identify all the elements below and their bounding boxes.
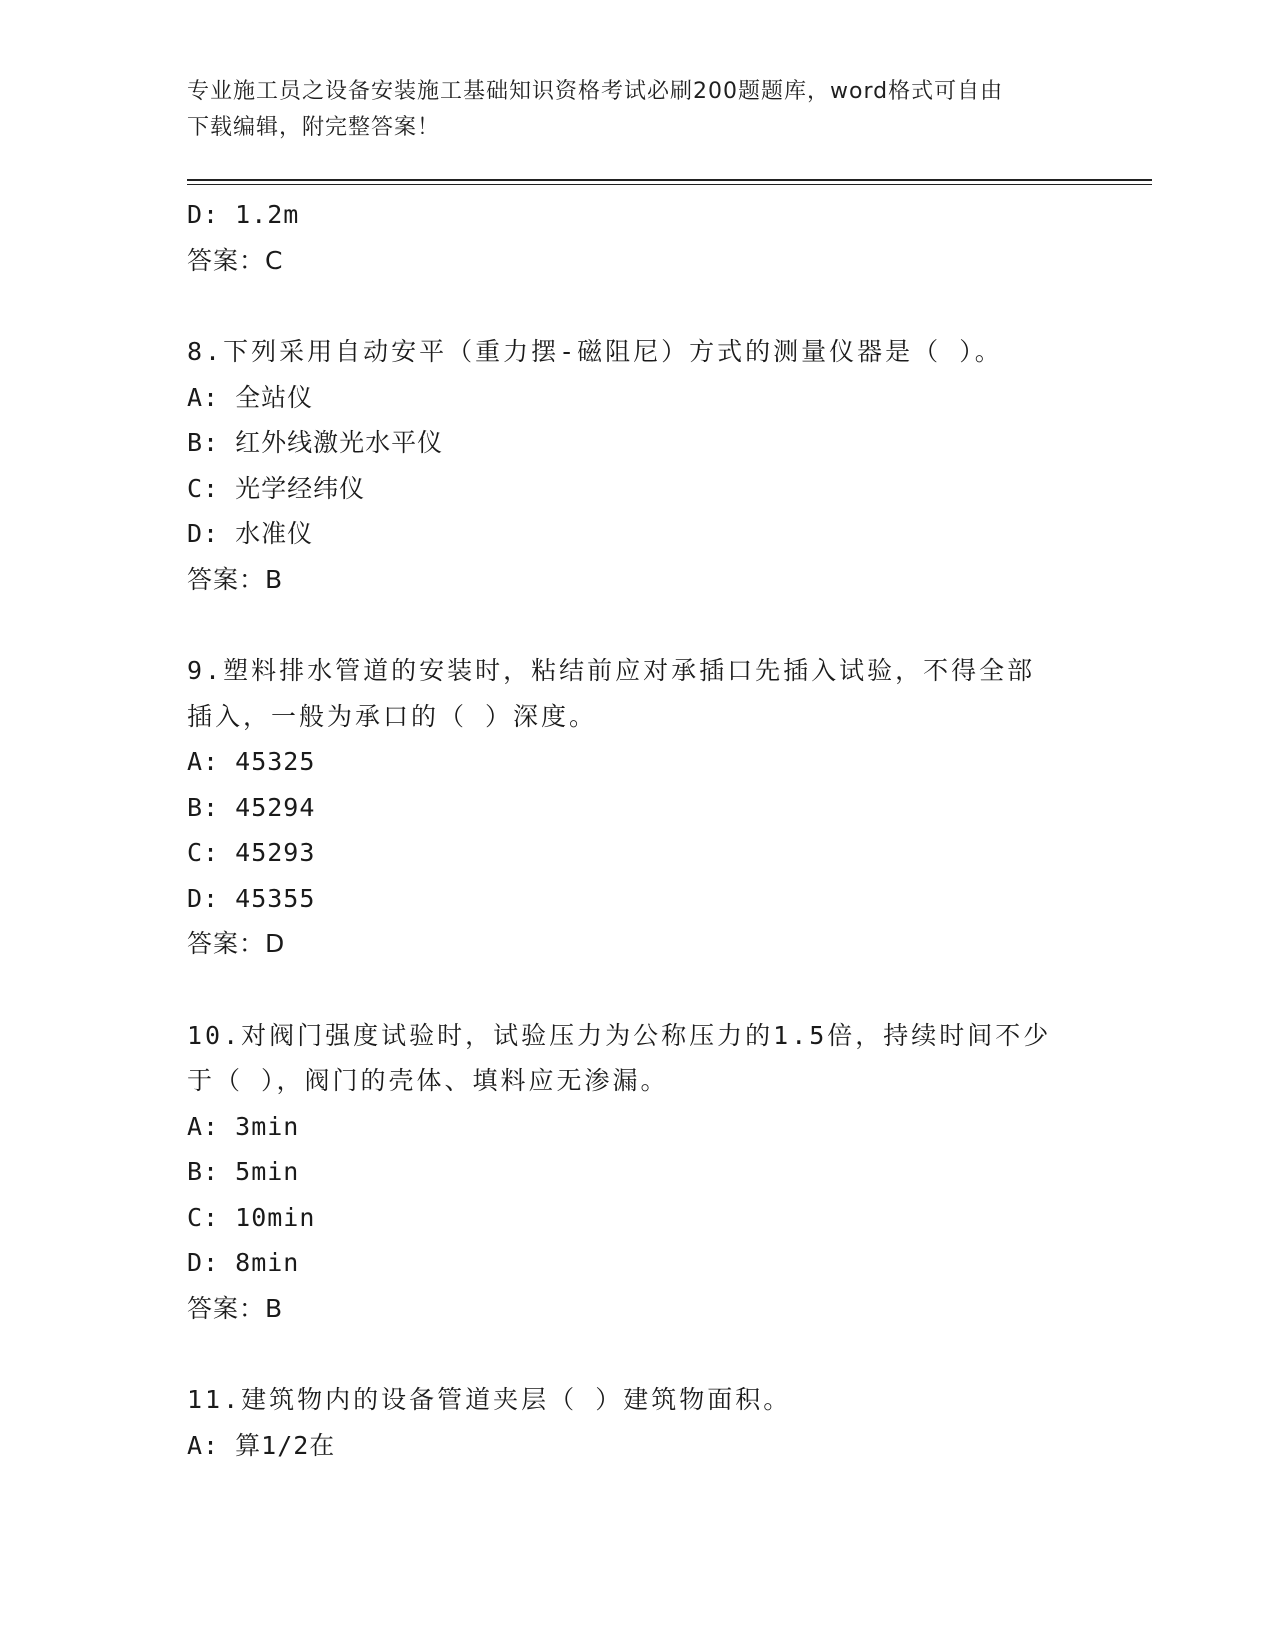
answer-line: 答案：D: [187, 929, 286, 958]
answer-line: 答案：B: [187, 1293, 284, 1323]
header-line-1: 专业施工员之设备安装施工基础知识资格考试必刷200题题库，word格式可自由: [187, 79, 1004, 104]
option-d: D: 水准仪: [187, 519, 314, 548]
question-8: [187, 329, 1087, 602]
answer-line: 答案：B: [187, 564, 284, 594]
question-stem: 11.建筑物内的设备管道夹层（ ）建筑物面积。: [187, 1385, 792, 1414]
question-stem-continued: 于（ ），阀门的壳体、填料应无渗漏。: [187, 1066, 669, 1095]
question-stem: 10.对阀门强度试验时，试验压力为公称压力的1.5倍，持续时间不少: [187, 1020, 1052, 1050]
option-d: D: 45355: [187, 883, 316, 913]
header-rule-thick: [187, 179, 1152, 181]
option-c: C: 光学经纬仪: [187, 473, 366, 503]
option-a: A: 全站仪: [187, 382, 314, 412]
answer-line: 答案：C: [187, 245, 284, 275]
option-a: A: 算1/2在: [187, 1430, 336, 1460]
question-stem-continued: 插入，一般为承口的（ ）深度。: [187, 701, 598, 731]
page-header: [187, 74, 1087, 146]
header-rule-thin: [187, 184, 1152, 185]
option-d: D: 1.2m: [187, 200, 300, 229]
option-a: A: 3min: [187, 1111, 300, 1141]
option-b: B: 红外线激光水平仪: [187, 428, 444, 457]
spacer: [187, 1331, 1087, 1377]
previous-question-tail: [187, 192, 1087, 283]
option-b: B: 5min: [187, 1157, 300, 1186]
option-b: B: 45294: [187, 792, 316, 822]
question-9: [187, 648, 1087, 967]
header-line-2: 下载编辑，附完整答案！: [187, 115, 441, 140]
option-c: C: 45293: [187, 838, 316, 867]
option-a: A: 45325: [187, 747, 316, 776]
question-stem: 9.塑料排水管道的安装时，粘结前应对承插口先插入试验，不得全部: [187, 656, 1036, 685]
question-11: [187, 1377, 1087, 1468]
spacer: [187, 602, 1087, 648]
question-list: [187, 192, 1087, 1468]
question-stem: 8.下列采用自动安平（重力摆-磁阻尼）方式的测量仪器是（ ）。: [187, 337, 1003, 366]
option-c: C: 10min: [187, 1202, 316, 1232]
spacer: [187, 283, 1087, 329]
option-d: D: 8min: [187, 1248, 300, 1277]
spacer: [187, 967, 1087, 1013]
question-10: [187, 1013, 1087, 1332]
